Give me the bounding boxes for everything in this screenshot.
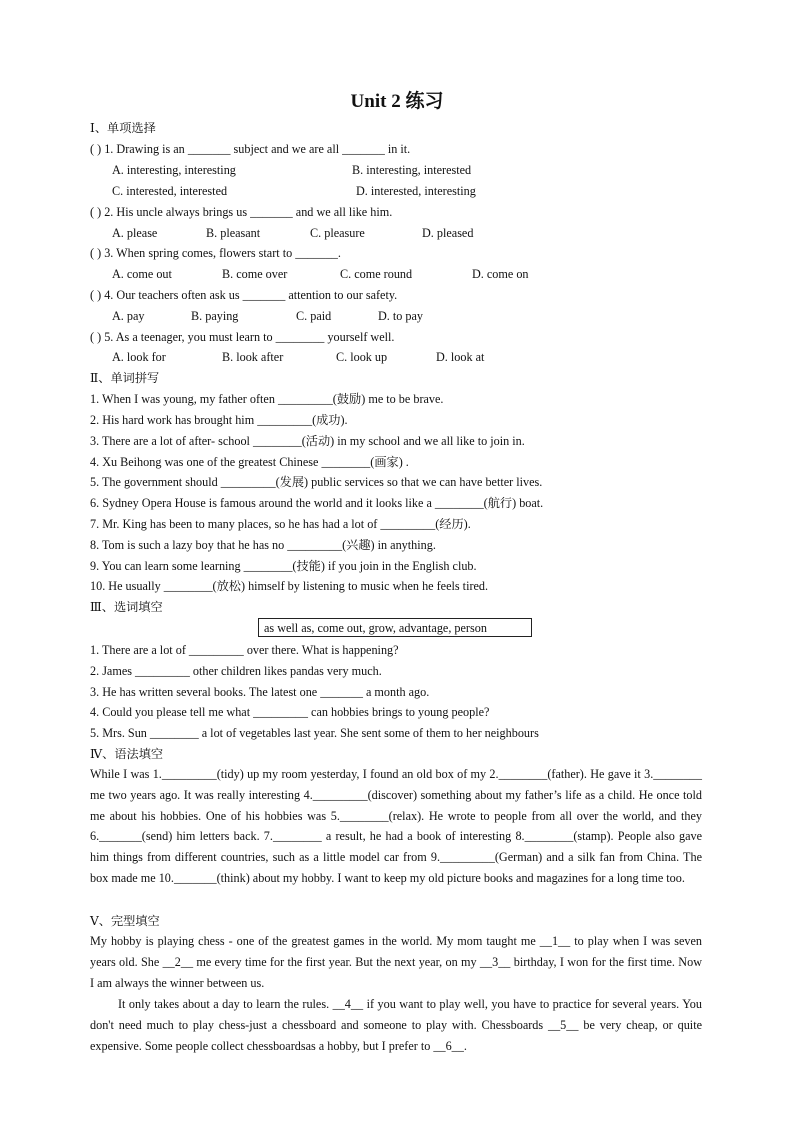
- question-5: ( ) 5. As a teenager, you must learn to ________ yourself well.: [90, 330, 395, 344]
- section-heading-cloze: Ⅴ、完型填空: [90, 914, 160, 928]
- option-3b: B. come over: [222, 267, 288, 281]
- spelling-item: 8. Tom is such a lazy boy that he has no _________(兴趣) in anything.: [90, 538, 436, 552]
- word-bank-box: as well as, come out, grow, advantage, person: [258, 618, 532, 637]
- spelling-item: 7. Mr. King has been to many places, so he has had a lot of _________(经历).: [90, 517, 471, 531]
- word-choice-item: 5. Mrs. Sun ________ a lot of vegetables last year. She sent some of them to her neighbours: [90, 726, 539, 740]
- spelling-item: 6. Sydney Opera House is famous around the world and it looks like a ________(航行) boat.: [90, 496, 544, 510]
- question-2: ( ) 2. His uncle always brings us _______ and we all like him.: [90, 205, 393, 219]
- option-5b: B. look after: [222, 350, 284, 364]
- word-choice-item: 2. James _________ other children likes pandas very much.: [90, 664, 382, 678]
- option-1c: C. interested, interested: [112, 184, 228, 198]
- page-title: Unit 2 练习: [350, 91, 444, 112]
- question-1: ( ) 1. Drawing is an _______ subject and we are all _______ in it.: [90, 142, 411, 156]
- option-3c: C. come round: [340, 267, 413, 281]
- option-3d: D. come on: [472, 267, 529, 281]
- spelling-item: 4. Xu Beihong was one of the greatest Chinese ________(画家) .: [90, 455, 409, 469]
- section-heading-grammar-fill: Ⅳ、语法填空: [90, 747, 164, 761]
- section-heading-word-choice: Ⅲ、选词填空: [90, 600, 163, 614]
- option-1d: D. interested, interesting: [356, 184, 476, 198]
- spelling-item: 1. When I was young, my father often _________(鼓励) me to be brave.: [90, 392, 444, 406]
- word-choice-item: 3. He has written several books. The latest one _______ a month ago.: [90, 685, 430, 699]
- cloze-paragraph-2: It only takes about a day to learn the rules. __4__ if you want to play well, you have to practice for several years. You don't need much to play chess-just a chessboard and someone to play with. Chessboards __5__ be very cheap, or quite expensive. Some people collect chessboardsas a hobby, but I prefer to __6__.: [90, 997, 702, 1053]
- option-2c: C. pleasure: [310, 226, 365, 240]
- option-4c: C. paid: [296, 309, 332, 323]
- grammar-fill-paragraph: While I was 1._________(tidy) up my room yesterday, I found an old box of my 2.________(father). He gave it 3.________ me two years ago. It was really interesting 4._________(discover) something about my father’s life as a child. He once told me about his hobbies. One of his hobbies was 5.________(relax). He wrote to people from all over the world, and they 6._______(send) him letters back. 7.________ a result, he had a book of interesting 8.________(stamp). People also gave him things from different countries, such as a little model car from 9._________(German) and a silk fan from China. The box made me 10._______(think) about my hobby. I want to keep my old picture books and magazines for a long time too.: [90, 767, 702, 885]
- option-2b: B. pleasant: [206, 226, 261, 240]
- option-2a: A. please: [112, 226, 158, 240]
- spelling-item: 2. His hard work has brought him _________(成功).: [90, 413, 348, 427]
- word-choice-item: 1. There are a lot of _________ over there. What is happening?: [90, 643, 399, 657]
- question-3: ( ) 3. When spring comes, flowers start to _______.: [90, 246, 341, 260]
- option-5a: A. look for: [112, 350, 166, 364]
- option-4b: B. paying: [191, 309, 239, 323]
- section-heading-spelling: Ⅱ、单词拼写: [90, 371, 160, 385]
- section-heading-multiple-choice: Ⅰ、单项选择: [90, 121, 156, 135]
- option-4d: D. to pay: [378, 309, 424, 323]
- option-1a: A. interesting, interesting: [112, 163, 236, 177]
- question-4: ( ) 4. Our teachers often ask us _______ attention to our safety.: [90, 288, 398, 302]
- option-5c: C. look up: [336, 350, 388, 364]
- option-4a: A. pay: [112, 309, 145, 323]
- spelling-item: 10. He usually ________(放松) himself by listening to music when he feels tired.: [90, 579, 489, 593]
- word-choice-item: 4. Could you please tell me what _________ can hobbies brings to young people?: [90, 705, 490, 719]
- option-5d: D. look at: [436, 350, 485, 364]
- spelling-item: 5. The government should _________(发展) public services so that we can have better lives.: [90, 475, 543, 489]
- option-3a: A. come out: [112, 267, 172, 281]
- option-1b: B. interesting, interested: [352, 163, 472, 177]
- cloze-paragraph-1: My hobby is playing chess - one of the greatest games in the world. My mom taught me __1__ to play when I was seven years old. She __2__ me every time for the first year. But the next year, on my __3__ birthday, I won for the first time. Now I am always the winner between us.: [90, 934, 702, 990]
- option-2d: D. pleased: [422, 226, 474, 240]
- spelling-item: 9. You can learn some learning ________(技能) if you join in the English club.: [90, 559, 477, 573]
- spelling-item: 3. There are a lot of after- school ________(活动) in my school and we all like to join in.: [90, 434, 525, 448]
